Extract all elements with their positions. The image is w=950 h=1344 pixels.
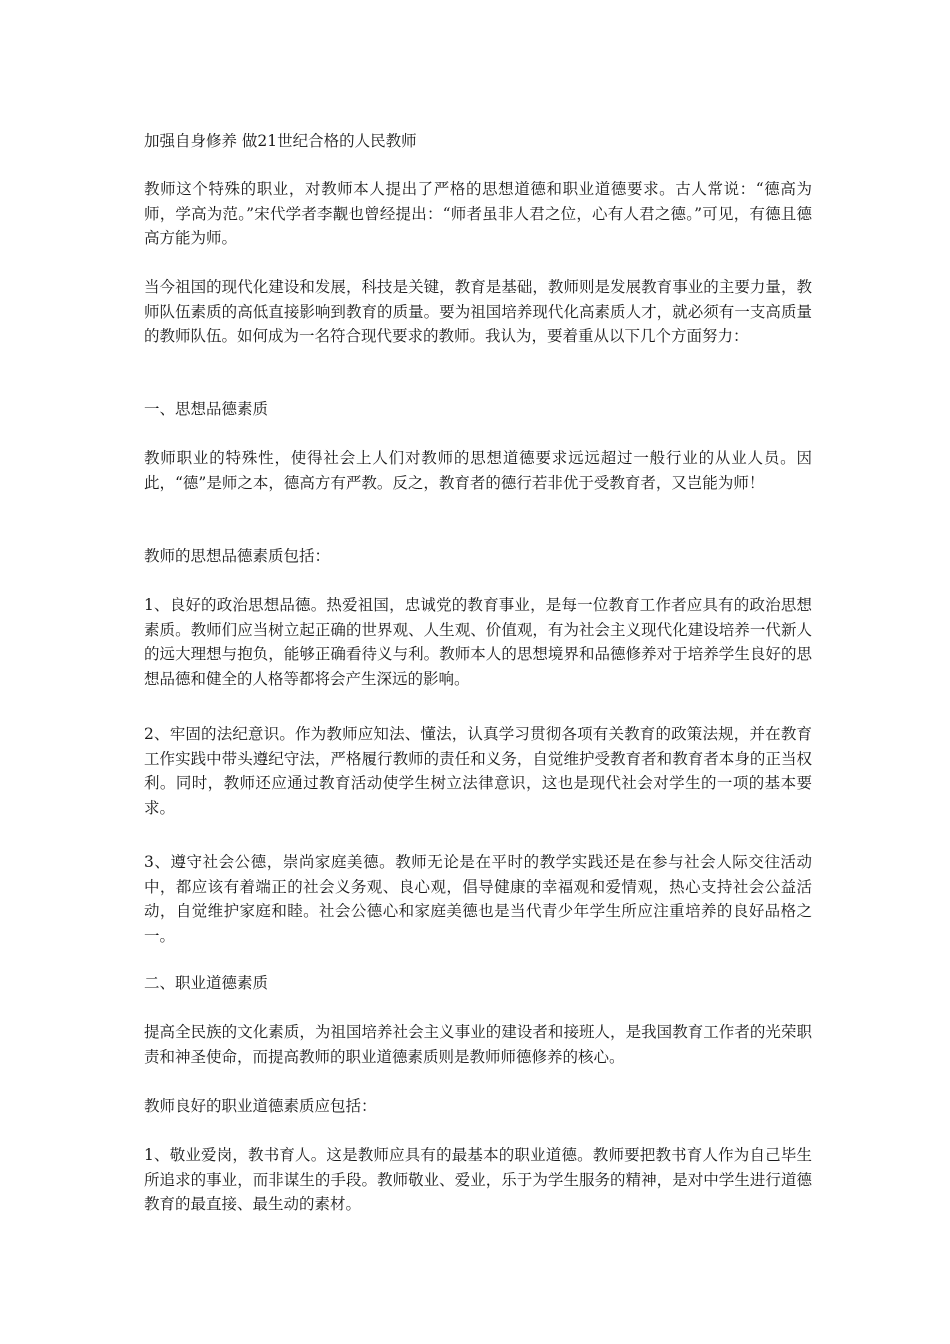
paragraph: 教师这个特殊的职业，对教师本人提出了严格的思想道德和职业道德要求。古人常说：“德高为师，学高为范。”宋代学者李觏也曾经提出：“师者虽非人君之位，心有人君之德。”可见，有德且德高方能为师。 [144,180,812,247]
document-title: 加强自身修养 做21世纪合格的人民教师 [144,132,417,150]
section-heading: 二、职业道德素质 [144,974,269,992]
paragraph: 教师良好的职业道德素质应包括： [144,1097,377,1115]
paragraph: 当今祖国的现代化建设和发展，科技是关键，教育是基础，教师则是发展教育事业的主要力量，教师队伍素质的高低直接影响到教育的质量。要为祖国培养现代化高素质人才，就必须有一支高质量的教师队伍。如何成为一名符合现代要求的教师。我认为，要着重从以下几个方面努力： [144,278,812,345]
paragraph: 2、牢固的法纪意识。作为教师应知法、懂法，认真学习贯彻各项有关教育的政策法规，并在教育工作实践中带头遵纪守法，严格履行教师的责任和义务，自觉维护受教育者和教育者本身的正当权利。同时，教师还应通过教育活动使学生树立法律意识，这也是现代社会对学生的一项的基本要求。 [144,725,812,817]
paragraph: 教师的思想品德素质包括： [144,547,331,565]
paragraph: 提高全民族的文化素质，为祖国培养社会主义事业的建设者和接班人，是我国教育工作者的光荣职责和神圣使命，而提高教师的职业道德素质则是教师师德修养的核心。 [144,1023,812,1066]
section-heading: 一、思想品德素质 [144,400,269,418]
paragraph: 1、良好的政治思想品德。热爱祖国，忠诚党的教育事业，是每一位教育工作者应具有的政治思想素质。教师们应当树立起正确的世界观、人生观、价值观，有为社会主义现代化建设培养一代新人的远大理想与抱负，能够正确看待义与利。教师本人的思想境界和品德修养对于培养学生良好的思想品德和健全的人格等都将会产生深远的影响。 [144,596,812,688]
paragraph: 1、敬业爱岗，教书育人。这是教师应具有的最基本的职业道德。教师要把教书育人作为自己毕生所追求的事业，而非谋生的手段。教师敬业、爱业，乐于为学生服务的精神，是对中学生进行道德教育的最直接、最生动的素材。 [144,1146,812,1213]
paragraph: 教师职业的特殊性，使得社会上人们对教师的思想道德要求远远超过一般行业的从业人员。因此，“德”是师之本，德高方有严教。反之，教育者的德行若非优于受教育者，又岂能为师！ [144,449,812,492]
paragraph: 3、遵守社会公德，崇尚家庭美德。教师无论是在平时的教学实践还是在参与社会人际交往活动中，都应该有着端正的社会义务观、良心观，倡导健康的幸福观和爱情观，热心支持社会公益活动，自觉维护家庭和睦。社会公德心和家庭美德也是当代青少年学生所应注重培养的良好品格之一。 [144,853,812,945]
